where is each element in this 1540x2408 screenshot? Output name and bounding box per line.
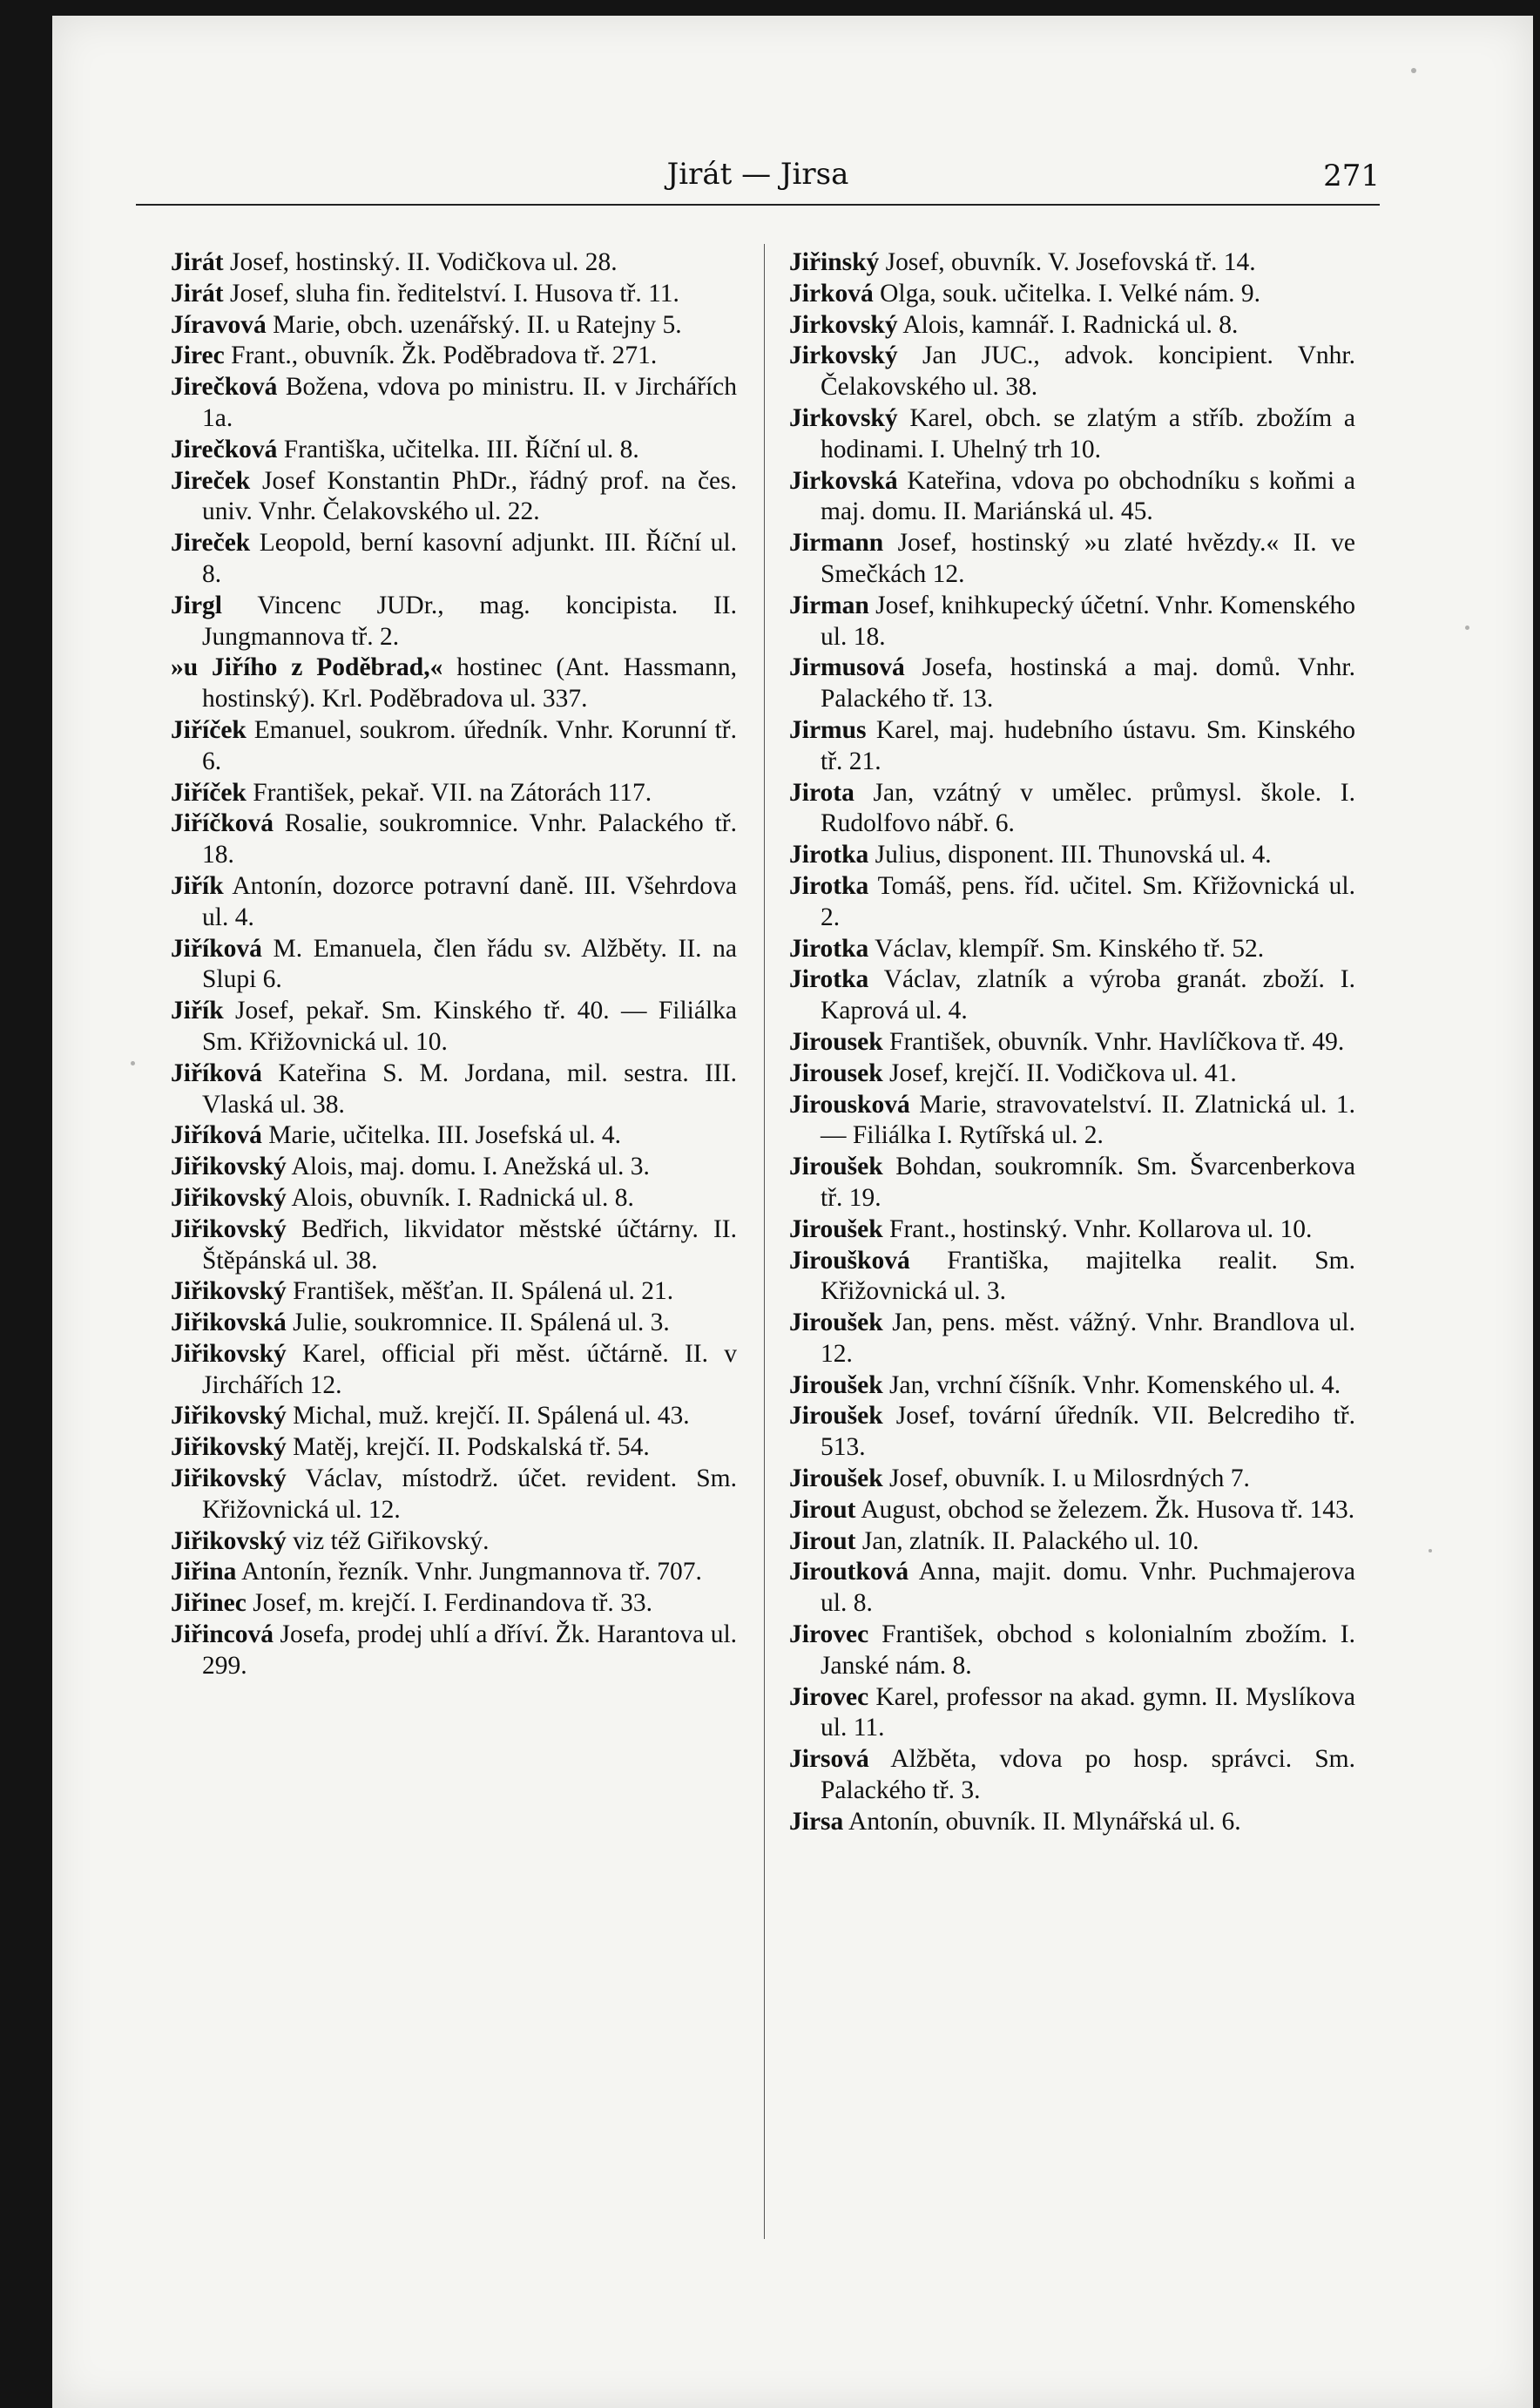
directory-entry bbox=[789, 1027, 1355, 1059]
header-rule bbox=[136, 204, 1380, 206]
directory-entry bbox=[789, 1059, 1355, 1090]
directory-entry bbox=[789, 1557, 1355, 1620]
entry-details: Alžběta, vdova po hosp. správci. Sm. Palackého tř. 3. bbox=[821, 1745, 1355, 1805]
entry-surname: Jiřikovský bbox=[171, 1214, 287, 1243]
entry-details: Tomáš, pens. říd. učitel. Sm. Křižovnická ul. 2. bbox=[821, 871, 1355, 931]
entry-surname: Jirgl bbox=[171, 591, 222, 619]
entry-details: Josef, pekař. Sm. Kinského tř. 40. — Filiálka Sm. Křižovnická ul. 10. bbox=[202, 997, 737, 1056]
entry-surname: Jiříková bbox=[171, 934, 262, 963]
entry-details: Josef Konstantin PhDr., řádný prof. na čes. univ. Vnhr. Čelakovského ul. 22. bbox=[202, 466, 737, 526]
directory-entry bbox=[171, 778, 737, 809]
entry-surname: Jiřík bbox=[171, 997, 224, 1025]
directory-entry bbox=[171, 1120, 737, 1152]
directory-entry bbox=[171, 996, 737, 1059]
entry-surname: Jiřinec bbox=[171, 1589, 247, 1618]
entry-details: hostinec (Ant. Hassmann, hostinský). Krl. Poděbradova ul. 337. bbox=[202, 653, 737, 714]
directory-entry bbox=[789, 1401, 1355, 1464]
directory-entry bbox=[789, 1464, 1355, 1495]
directory-entry bbox=[789, 840, 1355, 871]
directory-entry bbox=[789, 1090, 1355, 1153]
entry-surname: Jirman bbox=[789, 591, 869, 619]
directory-entry bbox=[171, 247, 737, 279]
entry-details: Bohdan, soukromník. Sm. Švarcenberkova tř. 19. bbox=[821, 1153, 1355, 1212]
entry-details: Michal, muž. krejčí. II. Spálená ul. 43. bbox=[293, 1402, 690, 1431]
entry-details: Marie, stravovatelství. II. Zlatnická ul. 1. — Filiálka I. Rytířská ul. 2. bbox=[821, 1090, 1355, 1150]
directory-entry bbox=[171, 1183, 737, 1214]
entry-details: Anna, majit. domu. Vnhr. Puchmajerova ul. 8. bbox=[821, 1558, 1355, 1618]
entry-details: Václav, zlatník a výroba granát. zboží. I. Kaprová ul. 4. bbox=[821, 965, 1355, 1025]
directory-entry bbox=[171, 1059, 737, 1121]
directory-entry bbox=[789, 1246, 1355, 1309]
entry-details: Josefa, prodej uhlí a dříví. Žk. Harantova ul. 299. bbox=[202, 1620, 737, 1680]
entry-details: Antonín, dozorce potravní daně. III. Všehrdova ul. 4. bbox=[202, 871, 737, 931]
entry-surname: Jireček bbox=[171, 529, 251, 558]
entry-details: Marie, obch. uzenářský. II. u Ratejny 5. bbox=[273, 310, 682, 339]
entry-surname: Jiříčková bbox=[171, 809, 274, 838]
directory-entry bbox=[171, 310, 737, 342]
entry-surname: Jiroušek bbox=[789, 1370, 883, 1399]
entry-surname: Jirout bbox=[789, 1526, 856, 1555]
entry-details: Alois, maj. domu. I. Anežská ul. 3. bbox=[291, 1153, 650, 1181]
entry-details: František, obuvník. Vnhr. Havlíčkova tř. 49. bbox=[889, 1027, 1345, 1056]
entry-surname: Jirotka bbox=[789, 841, 869, 869]
entry-details: Jan, vzátný v umělec. průmysl. škole. I. Rudolfovo nábř. 6. bbox=[821, 778, 1355, 838]
entry-details: Rosalie, soukromnice. Vnhr. Palackého tř. 18. bbox=[202, 809, 737, 869]
directory-entry bbox=[789, 1152, 1355, 1214]
entry-details: viz též Giřikovský. bbox=[293, 1526, 490, 1555]
directory-entry bbox=[171, 1526, 737, 1558]
entry-details: Josef, sluha fin. ředitelství. I. Husova tř. 11. bbox=[230, 279, 679, 308]
entry-details: Josef, krejčí. II. Vodičkova ul. 41. bbox=[889, 1059, 1237, 1087]
directory-entry bbox=[789, 1744, 1355, 1807]
directory-entry bbox=[171, 871, 737, 934]
directory-entry bbox=[789, 715, 1355, 778]
entry-details: Emanuel, soukrom. úředník. Vnhr. Korunní tř. 6. bbox=[202, 715, 737, 775]
entry-surname: Jirát bbox=[171, 248, 224, 276]
entry-details: Františka, majitelka realit. Sm. Křižovnická ul. 3. bbox=[821, 1246, 1355, 1306]
entry-surname: Jirkovská bbox=[789, 466, 898, 495]
entry-surname: Jiříková bbox=[171, 1121, 262, 1150]
entry-surname: Jiřikovský bbox=[171, 1339, 287, 1368]
directory-entry bbox=[789, 1370, 1355, 1402]
entry-surname: Jirkovský bbox=[789, 342, 898, 370]
entry-details: Františka, učitelka. III. Říční ul. 8. bbox=[283, 435, 639, 463]
directory-entry bbox=[789, 871, 1355, 934]
directory-entry bbox=[171, 466, 737, 529]
directory-entry bbox=[789, 1620, 1355, 1682]
directory-entry bbox=[171, 934, 737, 997]
entry-surname: Jiřikovský bbox=[171, 1526, 287, 1555]
entry-surname: Jiříček bbox=[171, 715, 247, 744]
entry-surname: Jirkovský bbox=[789, 310, 898, 339]
entry-surname: Jiřikovský bbox=[171, 1277, 287, 1306]
entry-surname: Jirát bbox=[171, 279, 224, 308]
entry-details: Václav, místodrž. účet. revident. Sm. Křižovnická ul. 12. bbox=[202, 1464, 737, 1524]
entry-surname: Jiroušek bbox=[789, 1214, 883, 1243]
directory-entry bbox=[789, 341, 1355, 403]
directory-entry bbox=[789, 1807, 1355, 1838]
entry-details: August, obchod se železem. Žk. Husova tř. 143. bbox=[861, 1495, 1355, 1524]
directory-entry bbox=[171, 591, 737, 653]
directory-entry bbox=[171, 1152, 737, 1183]
directory-entry bbox=[171, 1557, 737, 1588]
directory-entry bbox=[789, 1214, 1355, 1246]
page-number: 271 bbox=[1323, 159, 1380, 193]
entry-details: Karel, official při měst. účtárně. II. v Jirchářích 12. bbox=[202, 1339, 737, 1399]
directory-entry bbox=[171, 1588, 737, 1620]
entry-surname: Jirková bbox=[789, 279, 874, 308]
entry-surname: Jiříková bbox=[171, 1059, 262, 1087]
directory-entry bbox=[171, 1464, 737, 1526]
entry-details: Matěj, krejčí. II. Podskalská tř. 54. bbox=[293, 1433, 650, 1462]
entry-details: Karel, professor na akad. gymn. II. Myslíkova ul. 11. bbox=[821, 1682, 1355, 1742]
entry-details: Josef, obuvník. I. u Milosrdných 7. bbox=[889, 1464, 1250, 1493]
entry-surname: Jiroutková bbox=[789, 1558, 909, 1586]
entry-details: Josef, tovární úředník. VII. Belcrediho tř. 513. bbox=[821, 1402, 1355, 1462]
entry-surname: Jiroušek bbox=[789, 1402, 883, 1431]
entry-surname: Jiřinský bbox=[789, 248, 880, 276]
directory-entry bbox=[789, 247, 1355, 279]
entry-surname: Jirečková bbox=[171, 373, 278, 402]
entry-details: Jan, zlatník. II. Palackého ul. 10. bbox=[861, 1526, 1199, 1555]
entry-details: Kateřina, vdova po obchodníku s koňmi a maj. domu. II. Mariánská ul. 45. bbox=[821, 466, 1355, 526]
directory-entry bbox=[789, 279, 1355, 310]
directory-entry bbox=[789, 310, 1355, 342]
entry-surname: Jirec bbox=[171, 342, 225, 370]
entry-surname: Jiroušek bbox=[789, 1153, 883, 1181]
left-column bbox=[171, 247, 737, 2242]
entry-details: František, pekař. VII. na Zátorách 117. bbox=[253, 778, 652, 807]
entry-surname: »u Jiřího z Poděbrad,« bbox=[171, 653, 443, 682]
entry-details: Josefa, hostinská a maj. domů. Vnhr. Palackého tř. 13. bbox=[821, 653, 1355, 714]
directory-entry bbox=[171, 528, 737, 591]
directory-entry bbox=[171, 341, 737, 372]
entry-details: Jan, vrchní číšník. Vnhr. Komenského ul. 4. bbox=[889, 1370, 1341, 1399]
entry-surname: Jirečková bbox=[171, 435, 278, 463]
directory-entry bbox=[789, 653, 1355, 715]
entry-details: Jan JUC., advok. koncipient. Vnhr. Čelakovského ul. 38. bbox=[821, 342, 1355, 402]
directory-entry bbox=[789, 466, 1355, 529]
page-header bbox=[136, 131, 1380, 209]
directory-entry bbox=[171, 1432, 737, 1464]
entry-details: Václav, klempíř. Sm. Kinského tř. 52. bbox=[875, 934, 1265, 963]
entry-surname: Jireček bbox=[171, 466, 251, 495]
entry-details: Josef, hostinský »u zlaté hvězdy.« II. ve Smečkách 12. bbox=[821, 529, 1355, 588]
entry-details: František, měšťan. II. Spálená ul. 21. bbox=[293, 1277, 674, 1306]
entry-details: Julie, soukromnice. II. Spálená ul. 3. bbox=[293, 1309, 670, 1337]
directory-entry bbox=[171, 1276, 737, 1308]
entry-surname: Jirsová bbox=[789, 1745, 869, 1774]
directory-entry bbox=[789, 1526, 1355, 1558]
directory-entry bbox=[789, 528, 1355, 591]
entry-details: Antonín, obuvník. II. Mlynářská ul. 6. bbox=[848, 1807, 1241, 1836]
entry-surname: Jiroušek bbox=[789, 1309, 883, 1337]
entry-surname: Jirout bbox=[789, 1495, 856, 1524]
entry-details: Marie, učitelka. III. Josefská ul. 4. bbox=[268, 1121, 621, 1150]
paper-speck bbox=[131, 1061, 135, 1065]
entry-details: Bedřich, likvidator městské účtárny. II. Štěpánská ul. 38. bbox=[202, 1214, 737, 1275]
directory-entry bbox=[171, 279, 737, 310]
entry-surname: Jirotka bbox=[789, 965, 869, 994]
entry-details: Olga, souk. učitelka. I. Velké nám. 9. bbox=[880, 279, 1261, 308]
entry-surname: Jirmus bbox=[789, 715, 867, 744]
entry-surname: Jiřina bbox=[171, 1558, 237, 1586]
right-column bbox=[789, 247, 1355, 2242]
entry-details: Božena, vdova po ministru. II. v Jirchářích 1a. bbox=[202, 373, 737, 432]
directory-entry bbox=[789, 778, 1355, 841]
directory-entry bbox=[171, 715, 737, 778]
directory-entry bbox=[789, 934, 1355, 965]
entry-details: M. Emanuela, člen řádu sv. Alžběty. II. na Slupi 6. bbox=[202, 934, 737, 994]
entry-surname: Jirovec bbox=[789, 1682, 869, 1711]
directory-entry bbox=[789, 403, 1355, 466]
directory-entry bbox=[171, 1401, 737, 1432]
entry-details: Josef, obuvník. V. Josefovská tř. 14. bbox=[885, 248, 1256, 276]
running-title: Jirát — Jirsa bbox=[666, 157, 849, 192]
entry-surname: Jiřikovský bbox=[171, 1183, 287, 1212]
entry-surname: Jiřikovský bbox=[171, 1464, 287, 1493]
entry-surname: Jirousek bbox=[789, 1027, 883, 1056]
entry-details: Kateřina S. M. Jordana, mil. sestra. III. Vlaská ul. 38. bbox=[202, 1059, 737, 1119]
entry-surname: Jiřincová bbox=[171, 1620, 274, 1649]
column-divider bbox=[764, 244, 765, 2239]
entry-surname: Jirotka bbox=[789, 934, 869, 963]
directory-entry bbox=[171, 372, 737, 435]
entry-details: Frant., hostinský. Vnhr. Kollarova ul. 10. bbox=[889, 1214, 1313, 1243]
entry-surname: Jiřikovský bbox=[171, 1153, 287, 1181]
entry-surname: Jiřikovský bbox=[171, 1402, 287, 1431]
entry-surname: Jirovec bbox=[789, 1620, 869, 1649]
entry-surname: Jíravová bbox=[171, 310, 267, 339]
directory-entry bbox=[789, 964, 1355, 1027]
entry-details: Leopold, berní kasovní adjunkt. III. Říční ul. 8. bbox=[202, 529, 737, 588]
directory-entry bbox=[171, 1214, 737, 1277]
entry-details: Josef, knihkupecký účetní. Vnhr. Komenského ul. 18. bbox=[821, 591, 1355, 651]
paper-speck bbox=[1429, 1549, 1432, 1552]
entry-surname: Jirousková bbox=[789, 1090, 910, 1119]
entry-details: Josef, hostinský. II. Vodičkova ul. 28. bbox=[230, 248, 618, 276]
entry-details: Julius, disponent. III. Thunovská ul. 4. bbox=[875, 841, 1272, 869]
directory-entry bbox=[789, 1495, 1355, 1526]
entry-surname: Jirmusová bbox=[789, 653, 905, 682]
entry-details: Jan, pens. měst. vážný. Vnhr. Brandlova ul. 12. bbox=[821, 1309, 1355, 1368]
directory-entry bbox=[789, 1308, 1355, 1370]
entry-surname: Jirotka bbox=[789, 871, 869, 900]
directory-entry bbox=[171, 808, 737, 871]
entry-surname: Jirousek bbox=[789, 1059, 883, 1087]
entry-surname: Jirota bbox=[789, 778, 854, 807]
entry-details: Frant., obuvník. Žk. Poděbradova tř. 271. bbox=[231, 342, 658, 370]
directory-entry bbox=[171, 653, 737, 715]
entry-details: Karel, obch. se zlatým a stříb. zbožím a hodinami. I. Uhelný trh 10. bbox=[821, 403, 1355, 463]
paper-speck bbox=[1465, 626, 1469, 630]
entry-surname: Jiřikovská bbox=[171, 1309, 287, 1337]
entry-details: Alois, kamnář. I. Radnická ul. 8. bbox=[902, 310, 1239, 339]
entry-details: Vincenc JUDr., mag. koncipista. II. Jungmannova tř. 2. bbox=[202, 591, 737, 651]
entry-details: Josef, m. krejčí. I. Ferdinandova tř. 33. bbox=[253, 1589, 652, 1618]
directory-entry bbox=[789, 591, 1355, 653]
entry-surname: Jiřík bbox=[171, 871, 224, 900]
paper-speck bbox=[1411, 68, 1416, 73]
directory-entry bbox=[171, 435, 737, 466]
entry-surname: Jiřikovský bbox=[171, 1433, 287, 1462]
directory-entry bbox=[789, 1682, 1355, 1745]
entry-surname: Jirkovský bbox=[789, 403, 898, 432]
entry-surname: Jiroušková bbox=[789, 1246, 910, 1275]
directory-entry bbox=[171, 1339, 737, 1402]
entry-details: František, obchod s kolonialním zbožím. I. Janské nám. 8. bbox=[821, 1620, 1355, 1680]
directory-entry bbox=[171, 1620, 737, 1682]
entry-surname: Jirsa bbox=[789, 1807, 844, 1836]
entry-surname: Jiroušek bbox=[789, 1464, 883, 1493]
entry-details: Alois, obuvník. I. Radnická ul. 8. bbox=[291, 1183, 634, 1212]
entry-details: Antonín, řezník. Vnhr. Jungmannova tř. 707. bbox=[241, 1558, 702, 1586]
entry-surname: Jiříček bbox=[171, 778, 247, 807]
entry-details: Karel, maj. hudebního ústavu. Sm. Kinského tř. 21. bbox=[821, 715, 1355, 775]
directory-entry bbox=[171, 1308, 737, 1339]
entry-surname: Jirmann bbox=[789, 529, 884, 558]
